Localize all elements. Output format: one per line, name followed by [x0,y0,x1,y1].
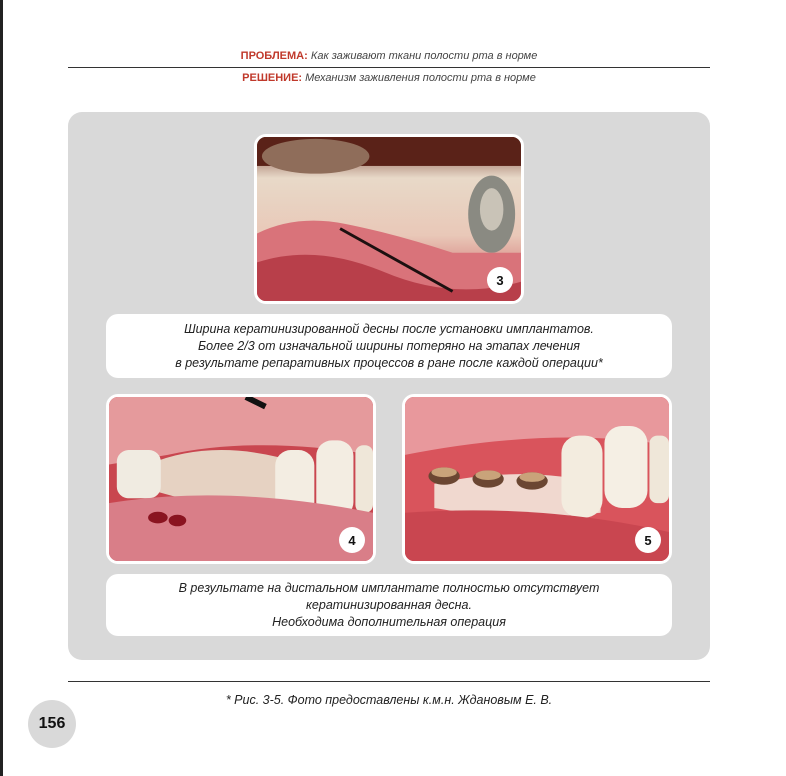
footnote-divider [68,681,710,682]
caption1-line2: Более 2/3 от изначальной ширины потеряно на этапах лечения [198,338,580,353]
caption2-line2: кератинизированная десна. [306,597,472,612]
solution-text: Механизм заживления полости рта в норме [305,72,536,84]
header-divider [68,67,710,68]
photo-4-image [109,397,373,561]
solution-label: РЕШЕНИЕ: [242,72,303,84]
caption-distal-implant [106,574,672,636]
caption2-line3: Необходима дополнительная операция [272,614,506,629]
photo-3-image [257,137,521,301]
photo-3-number-badge: 3 [487,267,513,293]
problem-label: ПРОБЛЕМА: [240,50,308,62]
photo-5 [402,394,672,564]
header-problem [68,50,710,62]
page-left-border [0,0,3,776]
figure-panel [68,112,710,660]
header-solution [68,72,710,84]
photo-5-number-badge: 5 [635,527,661,553]
photo-3 [254,134,524,304]
caption2-line1: В результате на дистальном имплантате полностью отсутствует [178,580,600,595]
photo-5-image [405,397,669,561]
caption1-line3: в результате репаративных процессов в ране после каждой операции* [175,355,603,370]
caption-implant-width [106,314,672,378]
photo-4 [106,394,376,564]
caption1-line1: Ширина кератинизированной десны после установки имплантатов. [184,321,594,336]
photo-4-number-badge: 4 [339,527,365,553]
footnote: * Рис. 3-5. Фото предоставлены к.м.н. Ждановым Е. В. [225,693,553,707]
page-number: 156 [28,700,76,748]
problem-text: Как заживают ткани полости рта в норме [310,50,538,62]
